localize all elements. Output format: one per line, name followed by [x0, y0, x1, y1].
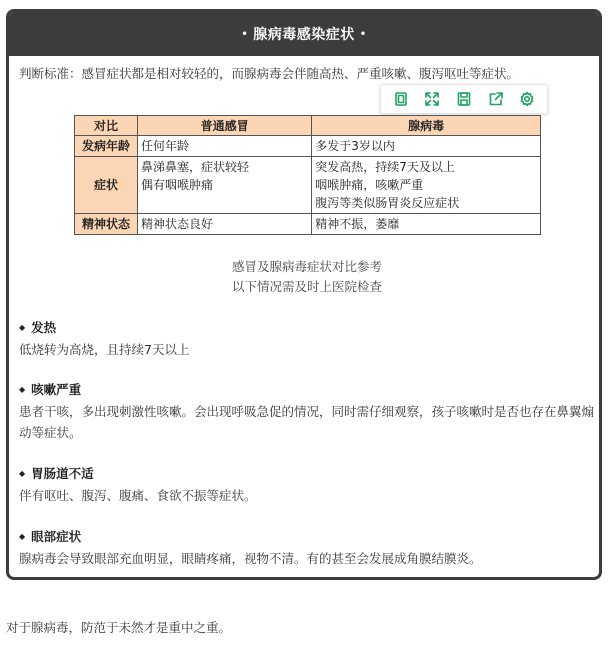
section-title-text: 眼部症状	[31, 529, 82, 544]
diamond-bullet-icon: ◆	[19, 385, 26, 394]
section-title	[19, 527, 599, 547]
diamond-bullet-icon: ◆	[19, 532, 26, 541]
info-card	[6, 9, 602, 580]
cell-line: 鼻涕鼻塞，症状较轻	[141, 160, 250, 174]
cell-line: 多发于3岁以内	[315, 139, 395, 153]
section-title-text: 咳嗽严重	[31, 382, 82, 397]
expand-icon[interactable]	[421, 88, 443, 110]
section-title-text: 发热	[31, 320, 57, 335]
cell-cold-mental	[138, 214, 312, 235]
row-label-age: 发病年龄	[75, 136, 138, 157]
cell-adeno-symptoms	[312, 157, 541, 214]
cell-cold-age	[138, 136, 312, 157]
cell-line: 精神状态良好	[141, 217, 214, 231]
cell-line: 突发高热，持续7天及以上	[315, 160, 455, 174]
comparison-table	[74, 115, 541, 235]
title-decor-right: •	[359, 28, 367, 40]
header-compare: 对比	[75, 116, 138, 136]
intro-text: 判断标准：感冒症状都是相对较轻的，而腺病毒会伴随高热、严重咳嗽、腹泻呕吐等症状。	[19, 66, 520, 81]
section-body: 伴有呕吐、腹泻、腹痛、食欲不振等症状。	[19, 488, 257, 503]
section-title	[19, 318, 599, 338]
cell-line: 偶有咽喉肿痛	[141, 178, 214, 192]
section-title	[19, 380, 599, 400]
section-body: 腺病毒会导致眼部充血明显，眼睛疼痛，视物不清。有的甚至会发展成角膜结膜炎。	[19, 551, 482, 566]
section-fever	[19, 318, 599, 360]
table-header-row	[75, 116, 541, 136]
diamond-bullet-icon: ◆	[19, 469, 26, 478]
section-title-text: 胃肠道不适	[31, 466, 94, 481]
section-gastro	[19, 464, 599, 506]
cell-adeno-mental	[312, 214, 541, 235]
cell-line: 咽喉肿痛，咳嗽严重	[315, 178, 424, 192]
section-eyes	[19, 527, 599, 569]
section-cough	[19, 380, 599, 443]
save-icon[interactable]	[453, 88, 475, 110]
cell-line: 精神不振，萎靡	[315, 217, 400, 231]
title-decor-left: •	[241, 28, 249, 40]
table-row	[75, 136, 541, 157]
section-title	[19, 464, 599, 484]
footer-text: 对于腺病毒，防范于未然才是重中之重。	[6, 620, 232, 635]
cell-adeno-age	[312, 136, 541, 157]
card-header	[9, 12, 599, 56]
cell-cold-symptoms	[138, 157, 312, 214]
settings-icon[interactable]	[516, 88, 538, 110]
cell-line: 任何年龄	[141, 139, 190, 153]
share-icon[interactable]	[485, 88, 507, 110]
header-common-cold: 普通感冒	[138, 116, 312, 136]
cell-line: 腹泻等类似肠胃炎反应症状	[315, 196, 460, 210]
section-body: 患者干咳，多出现刺激性咳嗽。会出现呼吸急促的情况，同时需仔细观察，孩子咳嗽时是否也存在鼻翼煽动等症状。	[19, 404, 595, 440]
header-adenovirus: 腺病毒	[312, 116, 541, 136]
image-toolbar	[380, 84, 548, 114]
row-label-mental: 精神状态	[75, 214, 138, 235]
row-label-symptoms: 症状	[75, 157, 138, 214]
caption-line-1: 感冒及腺病毒症状对比参考	[231, 259, 382, 274]
diamond-bullet-icon: ◆	[19, 323, 26, 332]
caption-line-2: 以下情况需及时上医院检查	[231, 279, 382, 294]
table-row	[75, 157, 541, 214]
table-row	[75, 214, 541, 235]
copy-icon[interactable]	[390, 88, 412, 110]
card-title: 腺病毒感染症状	[253, 27, 355, 43]
section-body: 低烧转为高烧，且持续7天以上	[19, 342, 190, 357]
